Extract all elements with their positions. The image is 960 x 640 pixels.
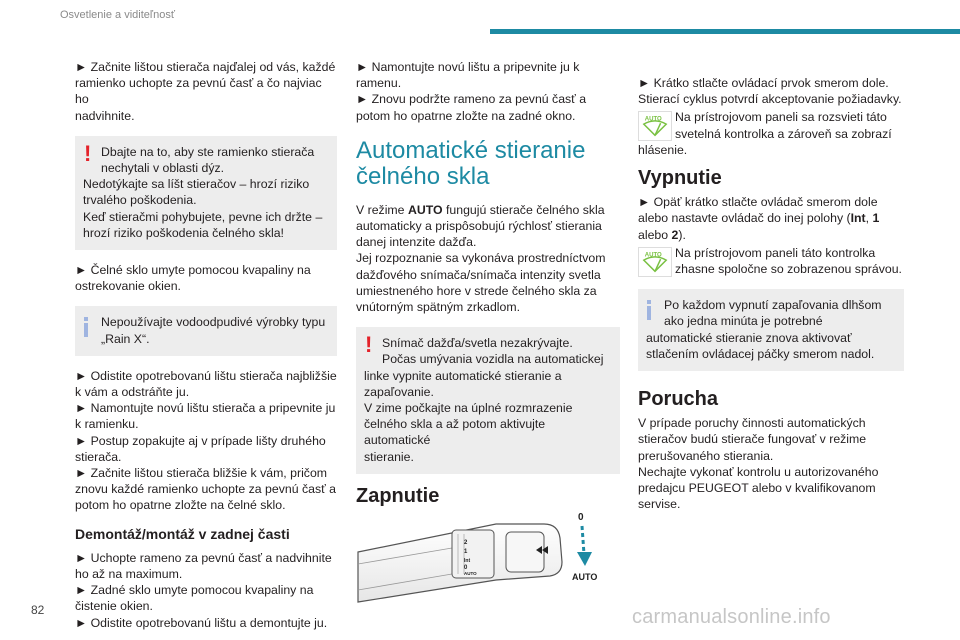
- text-line: hlásenie.: [638, 142, 688, 157]
- text-line: ako jedna minúta je potrebné: [664, 314, 823, 329]
- paragraph: [356, 202, 620, 315]
- info-icon: [82, 317, 90, 337]
- paragraph: [75, 262, 337, 294]
- text-line: stieračov budú stierače fungovať v režime: [638, 432, 867, 447]
- paragraph: [75, 550, 337, 631]
- text-line: Nepoužívajte vodoodpudivé výrobky typu: [101, 315, 326, 330]
- text-line: dažďového snímača/snímača intenzity svetla: [356, 267, 601, 282]
- text-line: ho až na maximum.: [75, 567, 183, 582]
- text-line: linke vypnite automatické stieranie a: [364, 368, 562, 383]
- section-heading: Vypnutie: [638, 167, 722, 190]
- text-line: servise.: [638, 497, 681, 512]
- text-line: Počas umývania vozidla na automatickej: [382, 352, 604, 367]
- text-line: ostrekovanie okien.: [75, 279, 181, 294]
- text-line: prerušovaného stierania.: [638, 448, 774, 463]
- column-3: [638, 75, 904, 524]
- stalk-label: 1: [464, 549, 468, 556]
- auto-wiper-indicator-icon: [638, 247, 672, 277]
- text-line: nechytali v oblasti dýz.: [101, 161, 225, 176]
- text-line: ► Opäť krátko stlačte ovládač smerom dole: [638, 195, 878, 210]
- mode-auto: AUTO: [407, 202, 443, 217]
- text-line: ► Zadné sklo umyte pomocou kvapaliny na: [75, 583, 314, 598]
- text-line: Nedotýkajte sa líšt stieračov – hrozí riziko: [83, 177, 310, 192]
- warning-icon: !: [84, 140, 92, 166]
- wiper-stalk-illustration: [356, 512, 620, 612]
- text-line: Na prístrojovom paneli táto kontrolka: [675, 245, 876, 260]
- text-line: „Rain X“.: [101, 331, 150, 346]
- text-line: ► Začnite lištou stierača bližšie k vám, pričom: [75, 466, 328, 481]
- position-zero-label: 0: [578, 512, 584, 524]
- column-2: [356, 59, 620, 612]
- text-line: ► Odistite opotrebovanú lištu stierača najbližšie: [75, 368, 337, 383]
- text-line: ► Uchopte rameno za pevnú časť a nadvihnite: [75, 550, 332, 565]
- text-line: ► Začnite lištou stierača najďalej od vás, každé: [75, 60, 336, 74]
- text-line: Keď stieračmi pohybujete, pevne ich držte –: [83, 209, 323, 224]
- text-line: V prípade poruchy činnosti automatických: [638, 416, 866, 431]
- warning-icon: !: [365, 332, 373, 358]
- text-line: alebo 2).: [638, 227, 686, 242]
- heading-line: čelného skla: [356, 162, 490, 190]
- text-line: hrozí riziko poškodenia čelného skla!: [83, 225, 284, 240]
- info-icon: [645, 300, 653, 320]
- info-note: [75, 306, 337, 355]
- stalk-label: 0: [464, 565, 468, 572]
- text-line: stierača.: [75, 449, 122, 464]
- text-line: potom ho opatrne zložte na čelné sklo.: [75, 498, 286, 513]
- section-title: Osvetlenie a viditeľnosť: [60, 9, 175, 21]
- text-line: umiestneného hore v strede čelného skla za: [356, 283, 597, 298]
- position-auto-label: AUTO: [572, 572, 598, 583]
- text-line: ramienko uchopte za pevnú časť a čo najviac ho: [75, 76, 322, 107]
- text-line: Na prístrojovom paneli sa rozsvieti táto: [675, 110, 887, 125]
- section-heading: Zapnutie: [356, 484, 440, 507]
- text-line: zhasne spoločne so zobrazenou správou.: [675, 262, 902, 277]
- text-line: danej intenzite dažďa.: [356, 235, 477, 250]
- text-line: ramenu.: [356, 76, 402, 91]
- text-line: Po každom vypnutí zapaľovania dlhšom: [664, 298, 882, 313]
- header-accent-bar: [490, 29, 960, 34]
- paragraph: [638, 194, 904, 243]
- text-line: ► Namontujte novú lištu a pripevnite ju k: [356, 60, 580, 74]
- text-line: predajcu PEUGEOT alebo v kvalifikovanom: [638, 481, 876, 496]
- text-line: znovu každé ramienko uchopte za pevnú časť a: [75, 482, 336, 497]
- text-line: svetelná kontrolka a zároveň sa zobrazí: [675, 126, 892, 141]
- text-line: čelného skla a až potom aktivujte automatické: [364, 417, 546, 448]
- text-line: zapaľovanie.: [364, 384, 434, 399]
- paragraph: [638, 415, 904, 512]
- text-line: ► Namontujte novú lištu stierača a pripevnite ju: [75, 401, 336, 416]
- text-line: k ramienku.: [75, 417, 139, 432]
- stalk-label: Int: [464, 558, 471, 565]
- column-1: [75, 59, 337, 640]
- stalk-label: AUTO: [464, 571, 477, 577]
- paragraph: [75, 59, 337, 124]
- text-line: ► Postup zopakujte aj v prípade lišty druhého: [75, 433, 326, 448]
- text-line: ► Čelné sklo umyte pomocou kvapaliny na: [75, 263, 311, 278]
- text-line: V režime AUTO fungujú stierače čelného skla: [356, 202, 605, 217]
- text-line: čistenie okien.: [75, 599, 153, 614]
- text-line: ► Znovu podržte rameno za pevnú časť a: [356, 92, 587, 107]
- svg-text:AUTO: AUTO: [644, 116, 662, 123]
- warning-note: [356, 327, 620, 474]
- paragraph: [638, 142, 904, 158]
- text-line: ► Odistite opotrebovanú lištu a demontujte ju.: [75, 615, 328, 630]
- heading-line: Automatické stieranie: [356, 136, 586, 164]
- text-line: alebo nastavte ovládač do inej polohy (Int, 1: [638, 211, 880, 226]
- text-line: vnútorným spätným zrkadlom.: [356, 300, 521, 315]
- text-line: Snímač dažďa/svetla nezakrývajte.: [382, 336, 573, 351]
- text-line: ► Krátko stlačte ovládací prvok smerom dole.: [638, 76, 889, 90]
- paragraph: [638, 75, 904, 107]
- section-heading: Porucha: [638, 388, 719, 411]
- text-line: V zime počkajte na úplné rozmrazenie: [364, 401, 573, 416]
- text-line: stlačením ovládacej páčky smerom nadol.: [646, 346, 875, 361]
- paragraph: [75, 368, 337, 514]
- text-line: Nechajte vykonať kontrolu u autorizovaného: [638, 464, 879, 479]
- warning-note: [75, 136, 337, 250]
- text-line: stieranie.: [364, 449, 414, 464]
- text-line: trvalého poškodenia.: [83, 193, 197, 208]
- page-number: 82: [31, 603, 45, 617]
- text-line: potom ho opatrne zložte na zadné okno.: [356, 108, 576, 123]
- subsection-heading: Demontáž/montáž v zadnej časti: [75, 525, 290, 542]
- indicator-row: [638, 245, 904, 277]
- indicator-row: [638, 109, 904, 141]
- arrow-down-icon: [577, 552, 592, 566]
- text-line: automaticky a prispôsobujú rýchlosť stierania: [356, 219, 602, 234]
- auto-wiper-indicator-icon: [638, 111, 672, 141]
- text-line: nadvihnite.: [75, 108, 135, 123]
- svg-text:AUTO: AUTO: [644, 252, 662, 259]
- text-line: Dbajte na to, aby ste ramienko stierača: [101, 144, 315, 159]
- info-note: [638, 289, 904, 371]
- paragraph: [356, 59, 620, 124]
- text-line: k vám a odstráňte ju.: [75, 385, 190, 400]
- text-line: Jej rozpoznanie sa vykonáva prostredníctvom: [356, 251, 606, 266]
- text-line: automatické stieranie znova aktivovať: [646, 330, 852, 345]
- section-heading: [356, 138, 620, 190]
- watermark: carmanualsonline.info: [632, 606, 831, 628]
- stalk-label: 2: [464, 540, 468, 547]
- text-line: Stierací cyklus potvrdí akceptovanie požiadavky.: [638, 92, 902, 107]
